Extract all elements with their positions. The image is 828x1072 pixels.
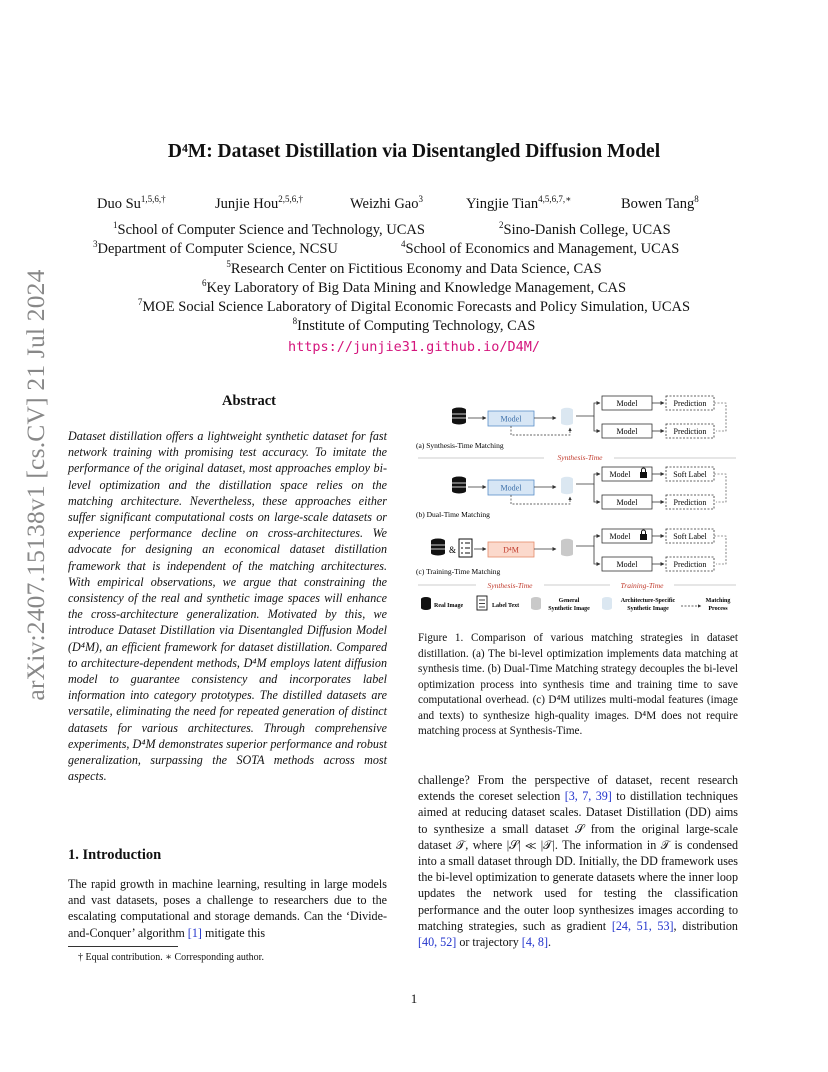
model-label: Model xyxy=(616,560,638,569)
prediction-label: Prediction xyxy=(673,560,707,569)
affiliation: $^4$School of Economics and Management, UCAS xyxy=(401,239,680,257)
legend-match-label: Matching xyxy=(705,598,731,604)
panel-c xyxy=(416,529,726,576)
model-label: Model xyxy=(616,498,638,507)
model-label: Model xyxy=(500,483,522,493)
soft-label-label: Soft Label xyxy=(673,470,707,479)
model-label: Model xyxy=(609,532,631,541)
model-label: Model xyxy=(500,414,522,424)
figure-caption: Figure 1. Comparison of various matching strategies in dataset distillation. (a) The bi-level optimization implements data matching at synthesis time. (b) Dual-Time Matching strategy decouples the bi-level optimization process into synthesis time and training time to save computational overhead. (c) D⁴M utilizes multi-modal features (image and texts) to synthesize high-quality images. D⁴M does not require matching process at Synthesis-Time. xyxy=(418,632,738,737)
model-label: Model xyxy=(609,470,631,479)
legend-general-label: General xyxy=(558,598,580,604)
general-synthetic-db-icon xyxy=(561,477,573,494)
panel-a-label: (a) Synthesis-Time Matching xyxy=(416,441,504,450)
author: Yingjie Tian$^{4,5,6,7,∗}$ xyxy=(466,194,572,212)
soft-label-label: Soft Label xyxy=(673,532,707,541)
citation-link[interactable]: [3, 7, 39] xyxy=(564,789,612,804)
legend-label-text: Label Text xyxy=(492,603,520,609)
project-url-link[interactable]: https://junjie31.github.io/D4M/ xyxy=(288,339,540,355)
affiliation: $^1$School of Computer Science and Technology, UCAS xyxy=(113,220,425,238)
arxiv-identifier: arXiv:2407.15138v1 [cs.CV] 21 Jul 2024 xyxy=(21,269,50,701)
affiliation-row xyxy=(0,222,828,241)
arch-specific-legend-icon xyxy=(602,597,612,610)
author: Bowen Tang$^8$ xyxy=(621,194,699,212)
training-time-label: Training-Time xyxy=(620,581,664,590)
legend-real-label: Real Image xyxy=(434,603,464,609)
affiliation: $^5$Research Center on Fictitious Economy and Data Science, CAS xyxy=(226,259,602,277)
author-list xyxy=(0,196,828,216)
citation-link[interactable]: [40, 52] xyxy=(418,935,457,950)
abstract-text: Dataset distillation offers a lightweight synthetic dataset for fast network training with promising test accuracy. To imitate the performance of the original dataset, most approaches employ bi-level optimization and the distillation space relies on the matching architecture. Nevertheless, these approaches either suffer significant computational costs on large-scale datasets or experience performance decline on cross-architectures. We advocate for designing an economical dataset distillation framework that is independent of the matching architectures. With empirical observations, we argue that constraining the consistency of the real and synthetic image spaces will enhance the cross-architecture generalization. Motivated by this, we introduce Dataset Distillation via Disentangled Diffusion Model (D⁴M), an efficient framework for dataset distillation. Compared to architecture-dependent methods, D⁴M employs latent diffusion model to guarantee consistency and incorporates label information into category prototypes. The distilled datasets are versatile, eliminating the need for repeated generation of distinct datasets for various architectures. Through comprehensive experiments, D⁴M demonstrates superior performance and robust generalization, surpassing the SOTA methods across most aspects. xyxy=(68,429,387,784)
paper-title: D⁴M: Dataset Distillation via Disentangled Diffusion Model xyxy=(167,141,661,162)
page-number: 1 xyxy=(410,991,418,1006)
author: Junjie Hou$^{2,5,6,\dagger}$ xyxy=(215,194,303,212)
synthesis-time-label: Synthesis-Time xyxy=(487,581,533,590)
footnote-rule xyxy=(68,946,178,947)
body-paragraph: challenge? From the perspective of dataset, recent research extends the coreset selection [3, 7, 39] to distillation techniques aimed at reducing dataset scales. Dataset Distillation (DD) aims to synthesize a small dataset 𝒮 from the original large-scale dataset 𝒯, where |𝒮| ≪ |𝒯|. The information in 𝒯 is condensed into a small dataset through DD. Initially, the DD framework uses the bi-level optimization to generate datasets where the inner loop updates the network used for testing the classification performance and the outer loop synthesizes images according to matching strategies, such as gradient [24, 51, 53], distribution [40, 52] or trajectory [4, 8]. xyxy=(418,773,739,950)
panel-b xyxy=(416,467,726,519)
model-label: Model xyxy=(616,427,638,436)
legend-arch-label: Architecture-Specific xyxy=(620,598,676,604)
affiliation: $^6$Key Laboratory of Big Data Mining and Knowledge Management, CAS xyxy=(201,278,627,296)
real-image-db-icon xyxy=(452,477,466,494)
general-synthetic-db-icon xyxy=(561,408,573,425)
legend-match-label: Process xyxy=(708,606,728,612)
affiliation-row xyxy=(0,241,828,260)
real-image-legend-icon xyxy=(421,597,431,610)
legend-general-label: Synthetic Image xyxy=(548,606,590,612)
prediction-label: Prediction xyxy=(673,427,707,436)
d4m-label: D⁴M xyxy=(503,545,519,555)
abstract-heading: Abstract xyxy=(222,393,276,409)
panel-a xyxy=(416,396,726,450)
prediction-label: Prediction xyxy=(673,399,707,408)
citation-link[interactable]: [1] xyxy=(187,925,202,940)
author: Weizhi Gao$^3$ xyxy=(350,194,423,212)
label-text-icon xyxy=(459,539,472,557)
figure-1-diagram xyxy=(414,388,744,618)
figure-legend xyxy=(421,596,730,612)
intro-paragraph: The rapid growth in machine learning, resulting in large models and vast datasets, poses a challenge to researchers due to the escalating computational and storage demands. Can the ‘Divide-and-Conquer’ algorithm [1] mitigate this xyxy=(68,877,387,940)
section-heading: 1. Introduction xyxy=(68,847,162,863)
citation-link[interactable]: [24, 51, 53] xyxy=(611,918,674,933)
model-label: Model xyxy=(616,399,638,408)
affiliation: $^3$Department of Computer Science, NCSU xyxy=(93,239,338,257)
real-image-db-icon xyxy=(431,539,445,556)
author: Duo $Su^{1,5,6,\dagger}$ xyxy=(97,194,166,212)
label-text-legend-icon xyxy=(477,596,487,610)
ampersand: & xyxy=(449,545,457,555)
affiliation: $^7$MOE Social Science Laboratory of Digital Economic Forecasts and Policy Simulation, UCAS xyxy=(137,297,691,315)
general-synthetic-legend-icon xyxy=(531,597,541,610)
synthesis-time-label: Synthesis-Time xyxy=(557,453,603,462)
citation-link[interactable]: [4, 8] xyxy=(521,935,548,950)
panel-c-label: (c) Training-Time Matching xyxy=(416,567,501,576)
affiliation: $^2$Sino-Danish College, UCAS xyxy=(499,220,671,238)
prediction-label: Prediction xyxy=(673,498,707,507)
legend-arch-label: Synthetic Image xyxy=(627,606,669,612)
affiliation: $^8$Institute of Computing Technology, CAS xyxy=(292,316,536,334)
real-image-db-icon xyxy=(452,408,466,425)
panel-b-label: (b) Dual-Time Matching xyxy=(416,510,490,519)
footnote: † Equal contribution. ∗ Corresponding author. xyxy=(78,952,264,963)
general-synthetic-db-icon xyxy=(561,539,573,556)
